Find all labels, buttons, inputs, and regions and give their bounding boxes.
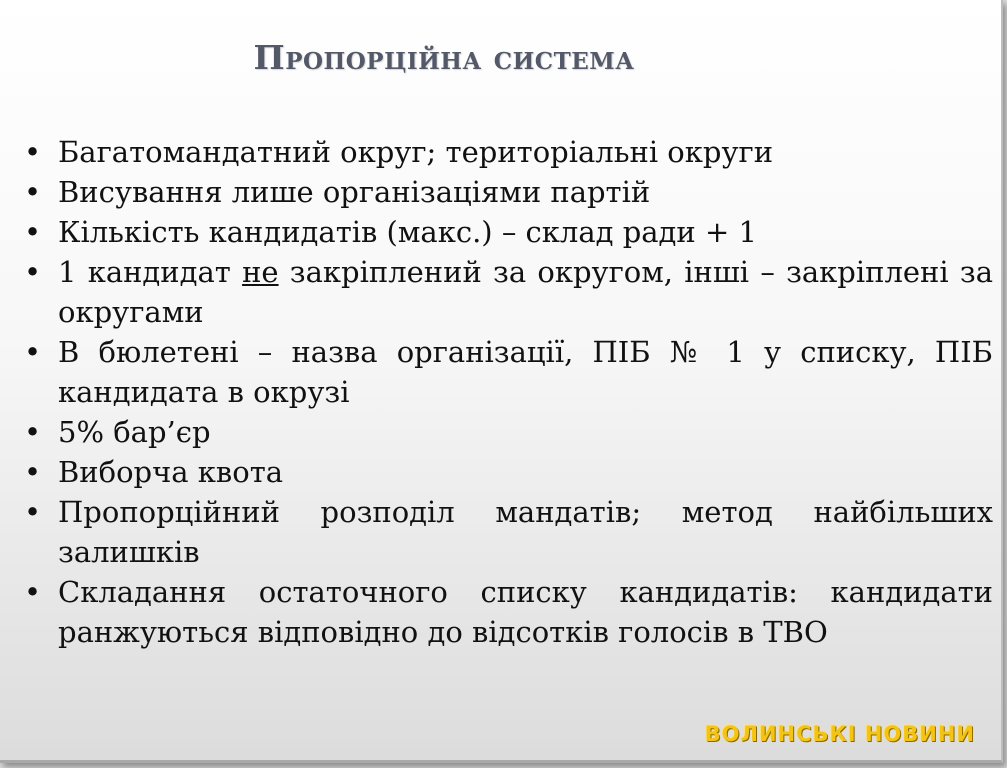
bullet-text-post: закріплений за округом, інші – закріплені за округами [58,255,993,329]
bullet-text: Складання остаточного списку кандидатів: кандидати ранжуються відповідно до відсотків голосів в ТВО [58,575,993,649]
bullet-item [18,172,993,212]
slide-title: Пропорційна система [253,38,635,77]
bullet-text: Багатомандатний округ; територіальні округи [58,135,774,169]
bullet-item [18,252,993,332]
bullet-item [18,412,993,452]
bullet-item [18,572,993,652]
bullet-item [18,332,993,412]
bullet-item [18,212,993,252]
bullet-list [18,132,993,652]
bullet-text: Виборча квота [58,455,284,489]
watermark-logo: ВОЛИНСЬКІ НОВИНИ [704,722,975,746]
bullet-text: Пропорційний розподіл мандатів; метод найбільших залишків [58,495,993,569]
bullet-text: В бюлетені – назва організації, ПІБ № 1 у списку, ПІБ кандидата в окрузі [58,335,993,409]
bullet-text-pre: 1 кандидат [58,255,243,289]
bullet-text-underlined: не [242,255,279,289]
bullet-text: Висування лише організаціями партій [58,175,651,209]
bullet-item [18,492,993,572]
bullet-text: 5% бар’єр [58,415,211,449]
bullet-item [18,132,993,172]
bullet-item [18,452,993,492]
bullet-text: Кількість кандидатів (макс.) – склад ради + 1 [58,215,757,249]
